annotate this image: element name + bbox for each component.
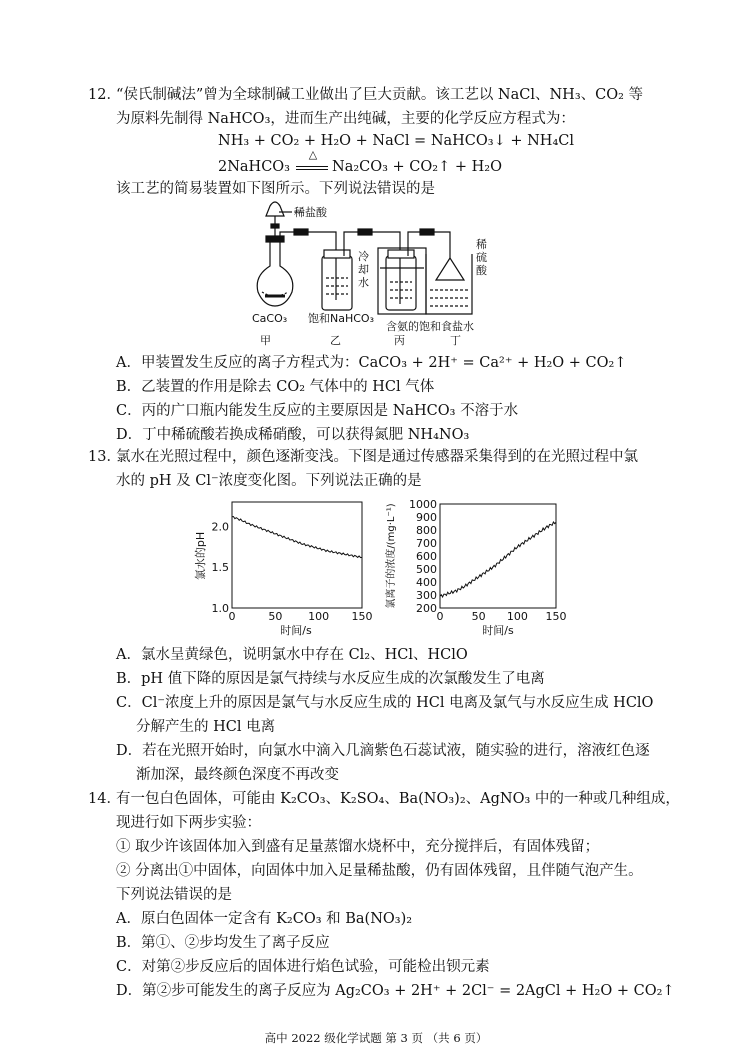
- ph-ytick-1.0: 1.0: [211, 602, 229, 615]
- cl-xlabel: 时间/s: [482, 624, 514, 637]
- label-acid2-3: 酸: [476, 264, 487, 277]
- q14-step-2: ② 分离出①中固体，向固体中加入足量稀盐酸，仍有固体残留，且伴随气泡产生。: [116, 863, 643, 879]
- q14-option-c: C．对第②步反应后的固体进行焰色试验，可能检出钡元素: [116, 959, 490, 975]
- q13-option-d-line1: D．若在光照开始时，向氯水中滴入几滴紫色石蕊试液，随实验的进行，溶液红色逐: [116, 743, 650, 759]
- ph-xtick-0: 0: [228, 610, 236, 623]
- q12-equation-2-condition: △: [308, 148, 318, 161]
- q12-stem-line2: 为原料先制得 NaHCO₃，进而生产出纯碱，主要的化学反应方程式为：: [116, 111, 575, 127]
- ph-xtick-100: 100: [308, 610, 330, 623]
- q13-option-c-line2: 分解产生的 HCl 电离: [136, 719, 276, 735]
- q12-stem-line3: 该工艺的简易装置如下图所示。下列说法错误的是: [116, 181, 435, 197]
- q12-option-a: A．甲装置发生反应的离子方程式为：CaCO₃ + 2H⁺ = Ca²⁺ + H₂O + CO₂↑: [116, 355, 627, 371]
- label-acid2-1: 稀: [476, 238, 487, 251]
- chart-ph: [186, 498, 373, 638]
- q13-option-c-line1: C．Cl⁻浓度上升的原因是氯气与水反应生成的 HCl 电离及氯气与水反应生成 HClO: [116, 695, 654, 711]
- apparatus-diagram: [250, 196, 500, 346]
- cl-ytick-500: 500: [416, 563, 437, 576]
- q14-stem-line3: 下列说法错误的是: [116, 887, 232, 903]
- q12-number: 12．: [88, 87, 121, 103]
- label-acid: 稀盐酸: [294, 206, 327, 219]
- cl-xtick-0: 0: [436, 610, 444, 623]
- cl-ytick-200: 200: [416, 602, 437, 615]
- cl-ytick-400: 400: [416, 576, 437, 589]
- label-cool-2: 却: [358, 263, 369, 276]
- cl-ylabel: 氯离子的浓度/(mg·L⁻¹): [386, 503, 397, 609]
- page-footer: 高中 2022 级化学试题 第 3 页 （共 6 页）: [264, 1031, 488, 1045]
- q14-option-b: B．第①、②步均发生了离子反应: [116, 935, 330, 951]
- chloride-series-line: [440, 522, 556, 597]
- bottle-yi: [322, 256, 352, 310]
- beaker-ding: [426, 254, 472, 314]
- label-yi: 乙: [330, 334, 341, 347]
- q14-number: 14．: [88, 791, 121, 807]
- ph-xlabel: 时间/s: [280, 624, 312, 637]
- q14-option-d: D．第②步可能发生的离子反应为 Ag₂CO₃ + 2H⁺ + 2Cl⁻ = 2AgCl + H₂O + CO₂↑: [116, 983, 675, 999]
- label-brine: 含氨的饱和食盐水: [386, 320, 474, 333]
- q13-number: 13．: [88, 449, 121, 465]
- q12-option-d: D．丁中稀硫酸若换成稀硝酸，可以获得氮肥 NH₄NO₃: [116, 427, 470, 443]
- q13-option-a: A．氯水呈黄绿色，说明氯水中存在 Cl₂、HCl、HClO: [116, 647, 468, 663]
- ph-ytick-2.0: 2.0: [211, 520, 229, 534]
- q13-option-d-line2: 渐加深，最终颜色深度不再改变: [136, 767, 339, 783]
- cl-ytick-700: 700: [416, 537, 437, 550]
- cl-ytick-800: 800: [416, 524, 437, 537]
- q12-equation-2-right: Na₂CO₃ + CO₂↑ + H₂O: [332, 159, 502, 175]
- label-bing: 丙: [394, 334, 405, 347]
- q14-stem-line1: 有一包白色固体，可能由 K₂CO₃、K₂SO₄、Ba(NO₃)₂、AgNO₃ 中的一种或几种组成，: [116, 791, 680, 807]
- q13-option-b: B．pH 值下降的原因是氯气持续与水反应生成的次氯酸发生了电离: [116, 671, 545, 687]
- cl-xtick-150: 150: [545, 610, 567, 623]
- cl-xtick-100: 100: [506, 610, 528, 623]
- q14-step-1: ① 取少许该固体加入到盛有足量蒸馏水烧杯中，充分搅拌后，有固体残留；: [116, 839, 600, 855]
- label-caco3: CaCO₃: [252, 312, 288, 325]
- ph-ytick-1.5: 1.5: [211, 561, 229, 575]
- q12-equation-2-equals: [296, 166, 328, 170]
- label-acid2-2: 硫: [476, 251, 487, 264]
- ph-ylabel: 氯水的pH: [194, 531, 207, 581]
- q12-option-c: C．丙的广口瓶内能发生反应的主要原因是 NaHCO₃ 不溶于水: [116, 403, 519, 419]
- q14-option-a: A．原白色固体一定含有 K₂CO₃ 和 Ba(NO₃)₂: [116, 911, 413, 927]
- cl-ytick-600: 600: [416, 550, 437, 563]
- q12-stem-line1: “侯氏制碱法”曾为全球制碱工业做出了巨大贡献。该工艺以 NaCl、NH₃、CO₂ 等: [116, 87, 644, 103]
- chart-chloride: [382, 498, 567, 638]
- q12-option-b: B．乙装置的作用是除去 CO₂ 气体中的 HCl 气体: [116, 379, 435, 395]
- cl-ytick-900: 900: [416, 511, 437, 524]
- cl-ytick-300: 300: [416, 589, 437, 602]
- ph-xtick-150: 150: [351, 610, 373, 623]
- q13-stem-line1: 氯水在光照过程中，颜色逐渐变浅。下图是通过传感器采集得到的在光照过程中氯: [116, 449, 638, 465]
- cl-xtick-50: 50: [471, 610, 486, 623]
- q12-equation-1: NH₃ + CO₂ + H₂O + NaCl = NaHCO₃↓ + NH₄Cl: [218, 133, 574, 149]
- label-ding: 丁: [450, 334, 461, 347]
- cl-ytick-1000: 1000: [409, 498, 437, 511]
- funnel-bulb: [266, 202, 284, 216]
- q12-equation-2-left: 2NaHCO₃: [218, 159, 290, 175]
- ph-xtick-50: 50: [268, 610, 283, 623]
- q13-stem-line2: 水的 pH 及 Cl⁻浓度变化图。下列说法正确的是: [116, 473, 422, 489]
- ph-series-line: [232, 517, 362, 558]
- label-cool-1: 冷: [358, 250, 369, 263]
- label-jia: 甲: [260, 334, 271, 347]
- label-nahco3: 饱和NaHCO₃: [308, 312, 374, 325]
- q14-stem-line2: 现进行如下两步实验：: [116, 815, 261, 831]
- label-cool-3: 水: [358, 276, 369, 289]
